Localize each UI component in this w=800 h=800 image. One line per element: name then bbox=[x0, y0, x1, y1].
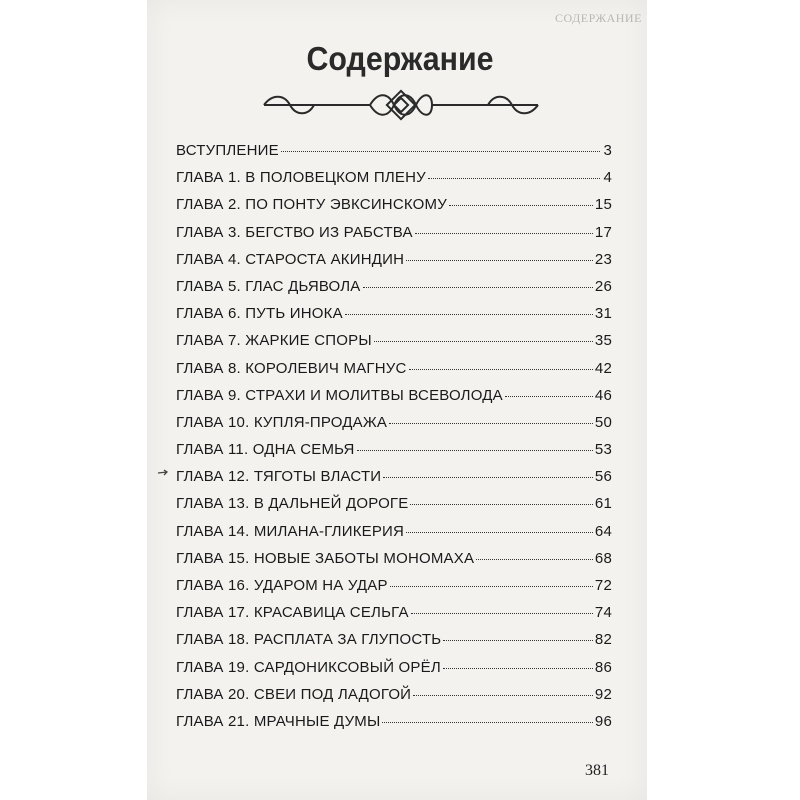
toc-entry-page: 15 bbox=[594, 196, 612, 214]
toc-row bbox=[176, 631, 612, 658]
dot-leader bbox=[345, 314, 593, 315]
toc-entry-title: ГЛАВА 17. КРАСАВИЦА СЕЛЬГА bbox=[176, 604, 409, 622]
dot-leader bbox=[406, 260, 593, 261]
toc-entry-title: ГЛАВА 7. ЖАРКИЕ СПОРЫ bbox=[176, 332, 372, 350]
toc-entry-page: 50 bbox=[594, 413, 612, 431]
toc-row bbox=[176, 523, 612, 550]
toc-entry-page: 86 bbox=[594, 658, 612, 676]
toc-entry-title: ВСТУПЛЕНИЕ bbox=[176, 142, 279, 159]
dot-leader bbox=[476, 559, 593, 560]
toc-entry-title: ГЛАВА 11. ОДНА СЕМЬЯ bbox=[176, 441, 355, 459]
toc-entry-page: 46 bbox=[594, 386, 612, 404]
page-number: 381 bbox=[585, 762, 609, 779]
toc-row bbox=[176, 169, 612, 196]
toc-entry-title: ГЛАВА 5. ГЛАС ДЬЯВОЛА bbox=[176, 277, 361, 295]
toc-entry-page: 82 bbox=[594, 631, 612, 649]
toc-row bbox=[176, 196, 612, 223]
toc-entry-title: ГЛАВА 21. МРАЧНЫЕ ДУМЫ bbox=[176, 712, 381, 730]
toc-entry-title: ГЛАВА 4. СТАРОСТА АКИНДИН bbox=[176, 250, 405, 268]
toc-entry-page: 72 bbox=[594, 577, 612, 594]
toc-entry-title: ГЛАВА 3. БЕГСТВО ИЗ РАБСТВА bbox=[176, 223, 413, 241]
toc-entry-page: 26 bbox=[594, 277, 612, 295]
toc-entry-title: ГЛАВА 9. СТРАХИ И МОЛИТВЫ ВСЕВОЛОДА bbox=[176, 386, 503, 404]
toc-entry-page: 31 bbox=[594, 305, 612, 323]
toc-entry-title: ГЛАВА 19. САРДОНИКСОВЫЙ ОРЁЛ bbox=[176, 658, 441, 676]
toc-row bbox=[176, 278, 612, 305]
dot-leader bbox=[374, 341, 593, 342]
toc-row bbox=[176, 224, 612, 251]
toc-entry-title: ГЛАВА 1. В ПОЛОВЕЦКОМ ПЛЕНУ bbox=[176, 169, 426, 187]
toc-entry-title: ГЛАВА 8. КОРОЛЕВИЧ МАГНУС bbox=[176, 359, 407, 377]
toc-entry-page: 74 bbox=[594, 604, 612, 622]
toc-row bbox=[176, 387, 612, 414]
pencil-mark bbox=[157, 469, 169, 477]
page-title: Содержание bbox=[306, 40, 494, 77]
toc-entry-page: 68 bbox=[594, 549, 612, 567]
toc-row bbox=[176, 332, 612, 359]
toc-row bbox=[176, 360, 612, 387]
toc-entry-page: 23 bbox=[594, 250, 612, 268]
dot-leader bbox=[411, 613, 593, 614]
toc-entry-page: 92 bbox=[594, 685, 612, 703]
toc-entry-title: ГЛАВА 13. В ДАЛЬНЕЙ ДОРОГЕ bbox=[176, 495, 409, 513]
dot-leader bbox=[410, 504, 592, 505]
dot-leader bbox=[363, 287, 593, 288]
dot-leader bbox=[409, 369, 593, 370]
dot-leader bbox=[389, 423, 593, 424]
toc-entry-title: ГЛАВА 12. ТЯГОТЫ ВЛАСТИ bbox=[176, 468, 382, 486]
toc-entry-page: 42 bbox=[594, 359, 612, 377]
toc-entry-page: 53 bbox=[594, 441, 612, 459]
toc-row bbox=[176, 604, 612, 631]
toc-entry-page: 17 bbox=[594, 223, 612, 241]
toc-row bbox=[176, 414, 612, 441]
toc-row bbox=[176, 713, 612, 740]
toc-row bbox=[176, 686, 612, 713]
toc-row bbox=[176, 441, 612, 468]
toc-row bbox=[176, 495, 612, 522]
dot-leader bbox=[281, 151, 600, 152]
dot-leader bbox=[443, 668, 593, 669]
dot-leader bbox=[357, 450, 593, 451]
dot-leader bbox=[415, 233, 593, 234]
dot-leader bbox=[505, 396, 593, 397]
running-head: СОДЕРЖАНИЕ bbox=[555, 11, 642, 25]
toc-entry-title: ГЛАВА 18. РАСПЛАТА ЗА ГЛУПОСТЬ bbox=[176, 631, 442, 649]
dot-leader bbox=[413, 695, 593, 696]
dot-leader bbox=[390, 586, 593, 587]
toc-row bbox=[176, 468, 612, 495]
toc-entry-title: ГЛАВА 14. МИЛАНА-ГЛИКЕРИЯ bbox=[176, 522, 405, 540]
toc-row bbox=[176, 659, 612, 686]
toc-entry-title: ГЛАВА 20. СВЕИ ПОД ЛАДОГОЙ bbox=[176, 685, 412, 703]
toc-entry-page: 35 bbox=[594, 332, 612, 350]
toc-row bbox=[176, 251, 612, 278]
toc-entry-title: ГЛАВА 2. ПО ПОНТУ ЭВКСИНСКОМУ bbox=[176, 196, 447, 214]
toc-entry-title: ГЛАВА 6. ПУТЬ ИНОКА bbox=[176, 305, 343, 323]
toc-row bbox=[176, 577, 612, 604]
dot-leader bbox=[449, 205, 593, 206]
dot-leader bbox=[382, 722, 592, 723]
knot-ornament-icon bbox=[260, 88, 542, 122]
toc-entry-title: ГЛАВА 10. КУПЛЯ-ПРОДАЖА bbox=[176, 413, 388, 431]
toc-row bbox=[176, 142, 612, 169]
table-of-contents bbox=[176, 142, 612, 740]
toc-entry-title: ГЛАВА 16. УДАРОМ НА УДАР bbox=[176, 577, 388, 594]
toc-row bbox=[176, 550, 612, 577]
toc-entry-page: 61 bbox=[594, 495, 612, 513]
toc-row bbox=[176, 305, 612, 332]
dot-leader bbox=[406, 532, 593, 533]
toc-entry-title: ГЛАВА 15. НОВЫЕ ЗАБОТЫ МОНОМАХА bbox=[176, 549, 475, 567]
toc-entry-page: 4 bbox=[603, 169, 612, 187]
toc-entry-page: 64 bbox=[594, 522, 612, 540]
toc-entry-page: 56 bbox=[594, 468, 612, 486]
toc-entry-page: 3 bbox=[603, 142, 612, 159]
dot-leader bbox=[383, 477, 593, 478]
toc-entry-page: 96 bbox=[594, 712, 612, 730]
dot-leader bbox=[443, 640, 593, 641]
dot-leader bbox=[428, 178, 600, 179]
